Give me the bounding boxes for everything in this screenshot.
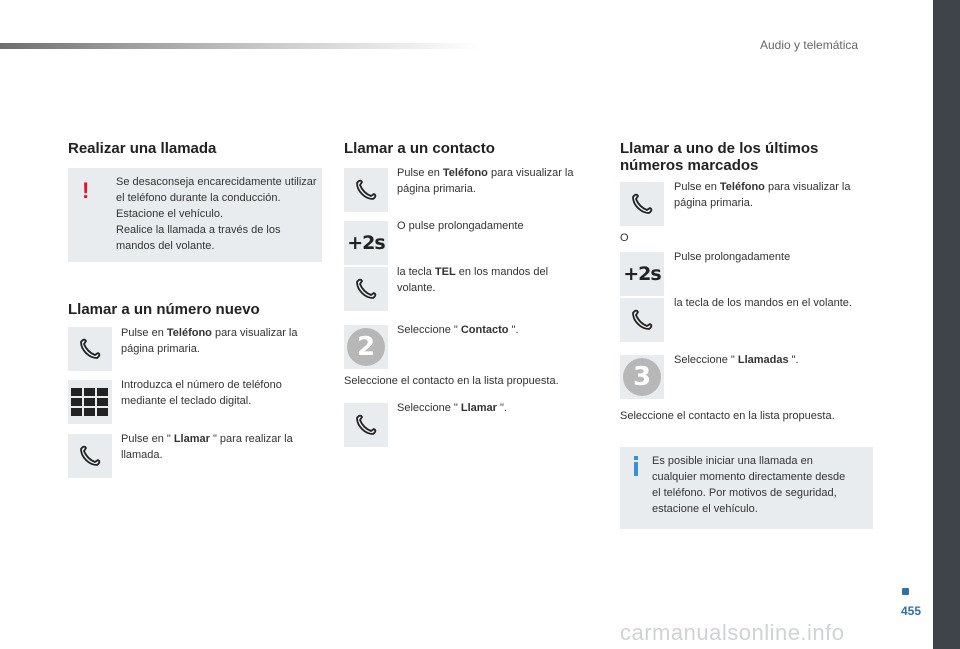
section-heading-recent-numbers: Llamar a uno de los últimos números marcados: [620, 140, 819, 174]
step-text: Pulse en " Llamar " para realizar la llamada.: [121, 433, 293, 461]
step-text: Introduzca el número de teléfono mediante el teclado digital.: [121, 379, 282, 407]
phone-tile: [344, 403, 388, 447]
step-text: la tecla TEL en los mandos del volante.: [397, 266, 549, 294]
watermark: carmanualsonline.info: [620, 620, 845, 645]
phone-handset-icon: [627, 189, 657, 219]
step-text: Seleccione el contacto en la lista propuesta.: [344, 375, 559, 387]
page-marker: [902, 588, 909, 595]
keypad-grid-icon: [70, 387, 110, 417]
section-heading-new-number: Llamar a un número nuevo: [68, 301, 260, 318]
phone-tile: [344, 267, 388, 311]
step-text: Pulse en Teléfono para visualizar la página primaria.: [674, 181, 851, 209]
phone-handset-icon: [351, 410, 381, 440]
step-text: la tecla de los mandos en el volante.: [674, 297, 852, 309]
step-number-tile: [344, 325, 388, 369]
section-title: Audio y telemática: [760, 38, 859, 52]
page-number: 455: [901, 604, 922, 618]
step-text: Pulse en Teléfono para visualizar la página primaria.: [121, 327, 298, 355]
section-heading-make-call: Realizar una llamada: [68, 140, 217, 157]
phone-tile: [344, 168, 388, 212]
info-icon: [632, 456, 640, 476]
phone-handset-icon: [351, 175, 381, 205]
phone-handset-icon: [627, 305, 657, 335]
warning-box: [68, 168, 322, 262]
warning-icon: !: [82, 178, 90, 203]
phone-tile: [620, 298, 664, 342]
phone-tile: [620, 182, 664, 226]
longpress-tile: [344, 221, 388, 265]
phone-handset-icon: [75, 334, 105, 364]
or-label: O: [620, 232, 629, 244]
step-text: Seleccione " Llamar ".: [397, 402, 507, 414]
step-number: 2: [347, 328, 385, 366]
step-text: Seleccione el contacto en la lista propuesta.: [620, 410, 835, 422]
step-number: 3: [623, 358, 661, 396]
plus-2s-icon: +2s: [347, 232, 385, 254]
phone-tile: [68, 434, 112, 478]
step-text: Pulse en Teléfono para visualizar la página primaria.: [397, 167, 574, 195]
longpress-tile: [620, 252, 664, 296]
keypad-tile: [68, 380, 112, 424]
phone-handset-icon: [351, 274, 381, 304]
phone-handset-icon: [75, 441, 105, 471]
section-heading-call-contact: Llamar a un contacto: [344, 140, 495, 157]
info-box: [620, 447, 873, 529]
info-text: Es posible iniciar una llamada en cualquier momento directamente desde el teléfono. Por motivos de seguridad, estacione el vehículo.: [652, 455, 846, 515]
header-decor-bar: [0, 43, 480, 49]
page-side-band: [933, 0, 960, 649]
step-text: Seleccione " Llamadas ".: [674, 354, 799, 366]
phone-tile: [68, 327, 112, 371]
warning-text: Se desaconseja encarecidamente utilizar el teléfono durante la conducción. Estacione el vehículo. Realice la llamada a través de los mandos del volante.: [116, 176, 317, 252]
plus-2s-icon: +2s: [623, 263, 661, 285]
step-number-tile: [620, 355, 664, 399]
step-text: O pulse prolongadamente: [397, 220, 524, 232]
step-text: Seleccione " Contacto ".: [397, 324, 519, 336]
step-text: Pulse prolongadamente: [674, 251, 791, 263]
